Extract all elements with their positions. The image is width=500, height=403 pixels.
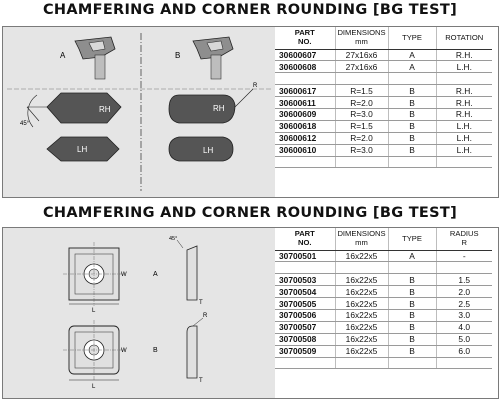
cell-type: A — [388, 250, 436, 262]
cell-part-number: 30600618 — [275, 120, 335, 132]
table-row — [275, 144, 492, 156]
angle-label-2: 45° — [169, 236, 178, 242]
cell-type: B — [388, 345, 436, 357]
cell-rotation — [436, 156, 492, 168]
cell-part-number: 30600607 — [275, 49, 335, 61]
cell-radius: 2.0 — [436, 286, 492, 298]
table-row — [275, 309, 492, 321]
cell-part-number: 30600611 — [275, 97, 335, 109]
table-row — [275, 120, 492, 132]
col-dimensions: DIMENSIONS mm — [335, 27, 388, 49]
table-header-row — [275, 27, 492, 49]
tool-b-top-view — [193, 37, 233, 79]
cell-part-number: 30700508 — [275, 333, 335, 345]
label-lh-b: LH — [203, 146, 214, 155]
cell-type: A — [388, 61, 436, 73]
cell-rotation: R.H. — [436, 97, 492, 109]
cell-part-number: 30700504 — [275, 286, 335, 298]
cell-part-number: 30700501 — [275, 250, 335, 262]
table-row — [275, 262, 492, 274]
col-type: TYPE — [388, 27, 436, 49]
cell-radius: 2.5 — [436, 298, 492, 310]
chamfer-tool-drawing — [3, 27, 275, 197]
square-insert-drawing — [3, 228, 275, 398]
cell-rotation: L.H. — [436, 120, 492, 132]
dim-w-b: W — [121, 348, 127, 354]
label-b2: B — [153, 347, 158, 354]
cell-dimensions: R=2.0 — [335, 97, 388, 109]
table-header-row — [275, 228, 492, 250]
cell-dimensions: 16x22x5 — [335, 250, 388, 262]
col-dimensions: DIMENSIONS mm — [335, 228, 388, 250]
section1-table — [275, 27, 492, 168]
cell-dimensions — [335, 73, 388, 85]
table-row — [275, 345, 492, 357]
cell-dimensions: 16x22x5 — [335, 333, 388, 345]
cell-radius — [436, 262, 492, 274]
cell-radius — [436, 357, 492, 369]
radius-insert-rh — [169, 95, 235, 123]
table-row — [275, 274, 492, 286]
cell-radius: 5.0 — [436, 333, 492, 345]
dim-t-b: T — [199, 378, 203, 384]
cell-part-number: 30700506 — [275, 309, 335, 321]
cell-radius: 3.0 — [436, 309, 492, 321]
label-rh-b: RH — [213, 104, 225, 113]
insert-b-side-view — [187, 318, 203, 378]
table-row — [275, 286, 492, 298]
section2-table — [275, 228, 492, 369]
cell-part-number: 30700505 — [275, 298, 335, 310]
cell-rotation: L.H. — [436, 61, 492, 73]
table-row — [275, 85, 492, 97]
cell-rotation: L.H. — [436, 132, 492, 144]
table-row — [275, 333, 492, 345]
cell-dimensions: R=1.5 — [335, 85, 388, 97]
cell-rotation: R.H. — [436, 85, 492, 97]
radius-label-2: R — [203, 313, 208, 319]
cell-dimensions: 16x22x5 — [335, 298, 388, 310]
cell-type: B — [388, 132, 436, 144]
table-row — [275, 49, 492, 61]
cell-type: B — [388, 298, 436, 310]
angle-label: 45° — [20, 121, 30, 127]
table-row — [275, 250, 492, 262]
table-row — [275, 97, 492, 109]
radius-insert-lh — [169, 137, 233, 161]
col-type: TYPE — [388, 228, 436, 250]
cell-dimensions — [335, 357, 388, 369]
cell-radius: 6.0 — [436, 345, 492, 357]
insert-a-side-view — [177, 240, 197, 300]
dim-w-a: W — [121, 272, 127, 278]
table-row — [275, 108, 492, 120]
cell-dimensions: 27x16x6 — [335, 61, 388, 73]
cell-part-number: 30700503 — [275, 274, 335, 286]
cell-radius: - — [436, 250, 492, 262]
table-row — [275, 321, 492, 333]
section2-box — [2, 227, 499, 399]
table-row — [275, 156, 492, 168]
cell-part-number: 30600612 — [275, 132, 335, 144]
label-b: B — [175, 51, 181, 60]
col-radius: RADIUS R — [436, 228, 492, 250]
cell-type: B — [388, 144, 436, 156]
cell-dimensions: 16x22x5 — [335, 274, 388, 286]
col-part-no: PART NO. — [275, 228, 335, 250]
cell-type: B — [388, 120, 436, 132]
cell-type: B — [388, 333, 436, 345]
cell-dimensions: R=2.0 — [335, 132, 388, 144]
section1-title: CHAMFERING AND CORNER ROUNDING [BG TEST] — [42, 2, 457, 18]
cell-rotation: R.H. — [436, 108, 492, 120]
label-a: A — [60, 51, 66, 60]
col-rotation: ROTATION — [436, 27, 492, 49]
cell-type: B — [388, 309, 436, 321]
section2-diagram — [3, 228, 275, 398]
table-row — [275, 61, 492, 73]
dim-l-b: L — [92, 384, 96, 390]
cell-type — [388, 357, 436, 369]
cell-dimensions — [335, 262, 388, 274]
cell-type: B — [388, 108, 436, 120]
cell-type: A — [388, 49, 436, 61]
cell-rotation: L.H. — [436, 144, 492, 156]
insert-b-front-view — [63, 320, 125, 380]
label-lh-a: LH — [77, 145, 88, 154]
cell-type: B — [388, 85, 436, 97]
section1-box — [2, 26, 499, 198]
label-a2: A — [153, 271, 158, 278]
cell-part-number: 30700507 — [275, 321, 335, 333]
cell-part-number: 30700509 — [275, 345, 335, 357]
cell-part-number — [275, 73, 335, 85]
radius-label: R — [253, 83, 258, 89]
table-row — [275, 73, 492, 85]
section1-diagram — [3, 27, 275, 197]
tool-a-top-view — [75, 37, 115, 79]
cell-type — [388, 73, 436, 85]
cell-dimensions: R=1.5 — [335, 120, 388, 132]
cell-dimensions: R=3.0 — [335, 108, 388, 120]
col-part-no: PART NO. — [275, 27, 335, 49]
label-rh-a: RH — [99, 105, 111, 114]
cell-part-number — [275, 156, 335, 168]
cell-part-number: 30600608 — [275, 61, 335, 73]
cell-part-number: 30600609 — [275, 108, 335, 120]
cell-type — [388, 156, 436, 168]
cell-dimensions — [335, 156, 388, 168]
cell-type: B — [388, 274, 436, 286]
table-row — [275, 357, 492, 369]
cell-dimensions: R=3.0 — [335, 144, 388, 156]
cell-dimensions: 16x22x5 — [335, 309, 388, 321]
cell-dimensions: 16x22x5 — [335, 345, 388, 357]
cell-part-number — [275, 262, 335, 274]
cell-dimensions: 27x16x6 — [335, 49, 388, 61]
cell-dimensions: 16x22x5 — [335, 286, 388, 298]
cell-part-number: 30600610 — [275, 144, 335, 156]
dim-l-a: L — [92, 308, 96, 314]
insert-a-front-view — [63, 242, 125, 306]
cell-part-number: 30600617 — [275, 85, 335, 97]
cell-part-number — [275, 357, 335, 369]
cell-rotation: R.H. — [436, 49, 492, 61]
table-row — [275, 298, 492, 310]
cell-rotation — [436, 73, 492, 85]
cell-type: B — [388, 321, 436, 333]
cell-type — [388, 262, 436, 274]
cell-dimensions: 16x22x5 — [335, 321, 388, 333]
dim-t-a: T — [199, 300, 203, 306]
cell-type: B — [388, 286, 436, 298]
table-row — [275, 132, 492, 144]
section2-title: CHAMFERING AND CORNER ROUNDING [BG TEST] — [42, 205, 457, 221]
cell-type: B — [388, 97, 436, 109]
cell-radius: 1.5 — [436, 274, 492, 286]
cell-radius: 4.0 — [436, 321, 492, 333]
